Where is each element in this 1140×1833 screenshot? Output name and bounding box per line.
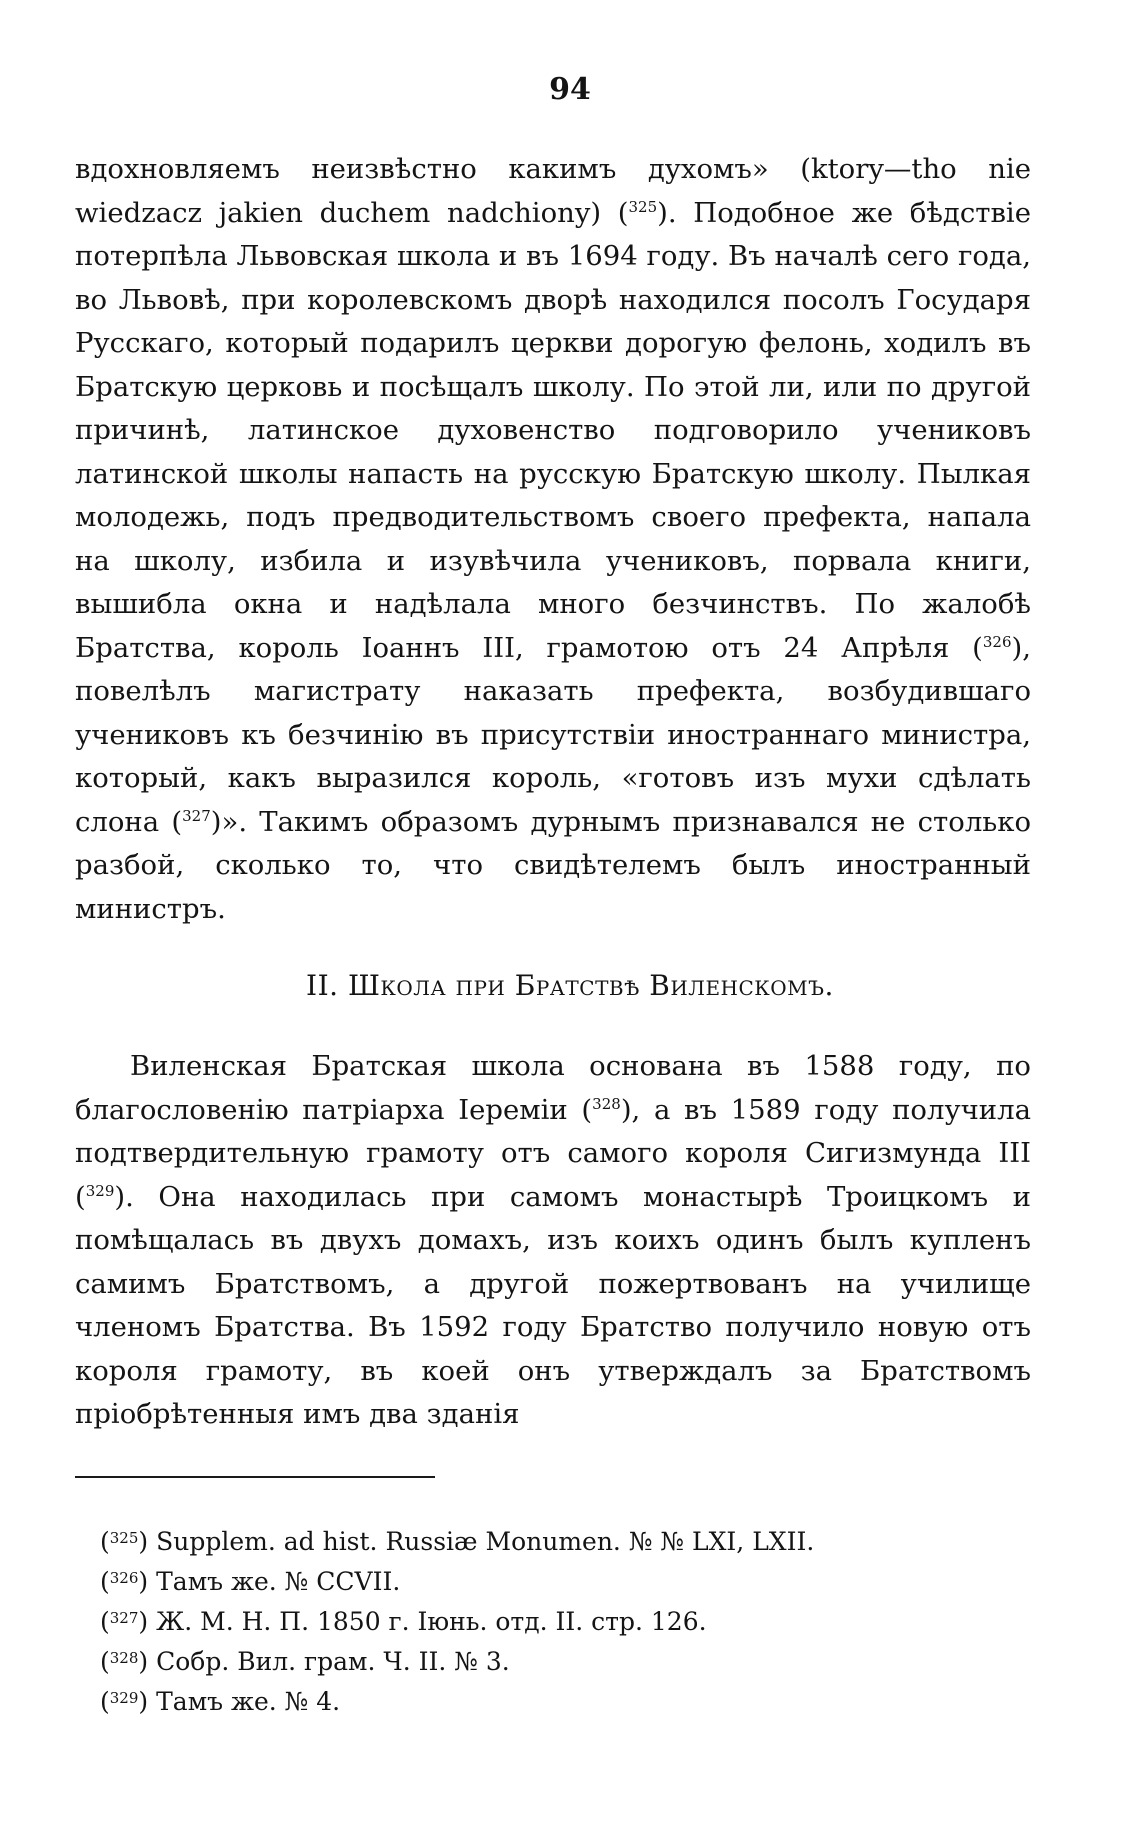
footnote-text: Ж. М. Н. П. 1850 г. Іюнь. отд. II. стр. 126. — [156, 1607, 707, 1636]
footnote-328: ($^{328}$) Собр. Вил. грам. Ч. II. № 3. — [100, 1647, 510, 1676]
footnote-mark: 327 — [109, 1609, 139, 1627]
footnote-text: Собр. Вил. грам. Ч. II. № 3. — [156, 1647, 510, 1676]
paragraph-1-text: )». Такимъ образомъ дурнымъ признавался не столько разбой, сколько то, что свидѣтелемъ былъ иностранный министръ. — [75, 805, 1031, 925]
footnote-329: ($^{329}$) Тамъ же. № 4. — [100, 1687, 341, 1716]
footnote-divider — [75, 1476, 435, 1478]
footnote-325: ($^{325}$) Supplem. ad hist. Russiæ Monumen. № № LXI, LXII. — [100, 1527, 815, 1556]
footnote-ref-329: 329 — [85, 1181, 115, 1200]
footnote-mark: 328 — [109, 1649, 139, 1667]
paragraph-1-text: вдохновляемъ неизвѣстно какимъ духомъ» (ktory—tho nie wiedzacz jakien duchem nadchiony) ( — [75, 153, 1031, 229]
paragraph-2 — [75, 1045, 1031, 1437]
paragraph-2-text: Виленская Братская школа основана въ 1588 году, по благословенію патріарха Іереміи ( — [75, 1050, 1031, 1126]
footnote-text: Supplem. ad hist. Russiæ Monumen. № № LXI, LXII. — [156, 1527, 815, 1556]
paragraph-2-text: ), а въ 1589 году получила подтвердительную грамоту отъ самого короля Сигизмунда III ( — [75, 1093, 1032, 1213]
paragraph-1-text: ), повелѣлъ магистрату наказать префекта, возбудившаго учениковъ къ безчинію въ присутствіи иностраннаго министра, который, какъ выразился король, «готовъ изъ мухи сдѣлать слона ( — [75, 631, 1031, 838]
paragraph-1-text: ). Подобное же бѣдствіе потерпѣла Львовская школа и въ 1694 году. Въ началѣ сего года, во Львовѣ, при королевскомъ дворѣ находился посолъ Государя Русскаго, который подарилъ церкви дорогую фелонь, ходилъ въ Братскую церковь и посѣщалъ школу. По этой ли, или по другой причинѣ, латинское духовенство подговорило учениковъ латинской школы напасть на русскую Братскую школу. Пылкая молодежь, подъ предводительствомъ своего префекта, напала на школу, избила и изувѣчила учениковъ, порвала книги, вышибла окна и надѣлала много безчинствъ. По жалобѣ Братства, король Іоаннъ III, грамотою отъ 24 Апрѣля ( — [75, 196, 1031, 664]
paragraph-2-text: ). Она находилась при самомъ монастырѣ Троицкомъ и помѣщалась въ двухъ домахъ, изъ коихъ одинъ былъ купленъ самимъ Братствомъ, а другой пожертвованъ на училище членомъ Братства. Въ 1592 году Братство получило новую отъ короля грамоту, въ коей онъ утверждалъ за Братствомъ пріобрѣтенныя имъ два зданія — [75, 1180, 1031, 1430]
paragraph-1 — [75, 148, 1031, 931]
section-heading: II. Школа при Братствѣ Виленскомъ. — [306, 969, 834, 1002]
footnote-ref-325: 325 — [628, 197, 658, 216]
footnote-ref-327: 327 — [182, 806, 211, 825]
footnote-text: Тамъ же. № CCVII. — [156, 1567, 401, 1596]
page-number: 94 — [549, 72, 591, 107]
footnote-text: Тамъ же. № 4. — [156, 1687, 341, 1716]
footnote-mark: 325 — [109, 1529, 139, 1547]
footnotes — [100, 1520, 1000, 1720]
footnote-mark: 326 — [109, 1569, 139, 1587]
footnote-327: ($^{327}$) Ж. М. Н. П. 1850 г. Іюнь. отд. II. стр. 126. — [100, 1607, 707, 1636]
footnote-ref-326: 326 — [982, 632, 1012, 651]
footnote-326: ($^{326}$) Тамъ же. № CCVII. — [100, 1567, 401, 1596]
footnote-ref-328: 328 — [592, 1094, 621, 1113]
footnote-mark: 329 — [109, 1689, 139, 1707]
